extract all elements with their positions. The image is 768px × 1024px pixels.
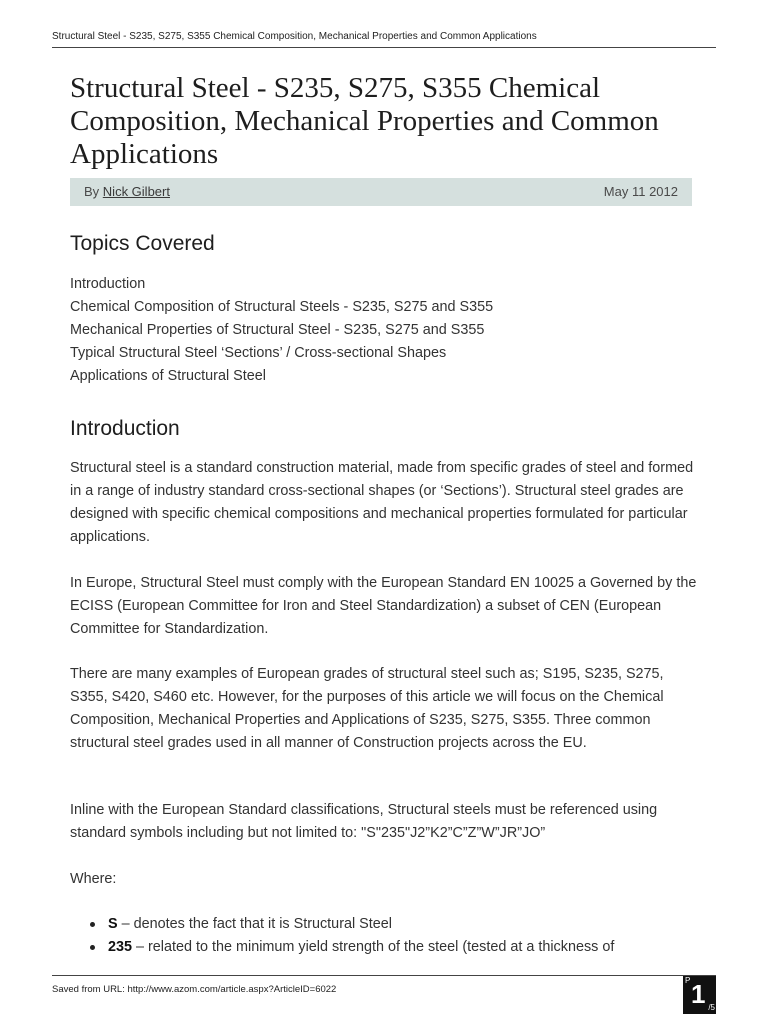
intro-paragraph: There are many examples of European grades of structural steel such as; S195, S235, S275, S355, S420, S460 etc. However, for the purposes of this article we will focus on the Chemical Composition, Mechanical Properties and Applications of S235, S275, S355. Three common structural steel grades used in all manner of Construction projects across the EU. bbox=[70, 666, 664, 751]
publish-date: May 11 2012 bbox=[603, 184, 678, 199]
page-label: P bbox=[685, 976, 691, 985]
topic-item[interactable]: Introduction bbox=[70, 276, 146, 292]
author-link[interactable]: Nick Gilbert bbox=[102, 184, 170, 199]
topic-item[interactable]: Applications of Structural Steel bbox=[70, 368, 266, 384]
byline-bar bbox=[70, 178, 692, 206]
symbol-description: – related to the minimum yield strength of the steel (tested at a thickness of bbox=[132, 939, 615, 955]
byline bbox=[84, 184, 170, 199]
page-total: /5 bbox=[708, 1003, 715, 1012]
intro-paragraph: In Europe, Structural Steel must comply with the European Standard EN 10025 a Governed by the ECISS (European Committee for Iron and Steel Standardization) a subset of CEN (European Committee for Standardization. bbox=[70, 575, 697, 637]
header-divider bbox=[52, 47, 716, 48]
symbol-definition-list bbox=[90, 913, 700, 959]
topics-heading: Topics Covered bbox=[70, 232, 215, 255]
intro-paragraph: Inline with the European Standard classifications, Structural steels must be referenced using standard symbols including but not limited to: "S"235"J2”K2”C”Z”W”JR”JO” bbox=[70, 802, 658, 841]
symbol-term: S bbox=[108, 916, 118, 932]
bullet-icon bbox=[90, 945, 95, 950]
page-number-badge bbox=[683, 976, 716, 1014]
footer-divider bbox=[52, 975, 716, 976]
introduction-heading: Introduction bbox=[70, 417, 180, 440]
symbol-description: – denotes the fact that it is Structural Steel bbox=[117, 916, 392, 932]
topic-item[interactable]: Mechanical Properties of Structural Steel - S235, S275 and S355 bbox=[70, 322, 485, 338]
list-item bbox=[90, 936, 700, 959]
intro-paragraph: Structural steel is a standard construction material, made from specific grades of steel and formed in a range of industry standard cross-sectional shapes (or ‘Sections’). Structural steel grades are designed with specific chemical compositions and mechanical properties formulated for particular applications. bbox=[70, 460, 694, 545]
byline-prefix: By bbox=[84, 184, 100, 199]
saved-from-url: Saved from URL: http://www.azom.com/article.aspx?ArticleID=6022 bbox=[52, 984, 337, 995]
article-title: Structural Steel - S235, S275, S355 Chemical Composition, Mechanical Properties and Common Applications bbox=[70, 72, 659, 170]
bullet-icon bbox=[90, 922, 95, 927]
topics-list bbox=[70, 273, 700, 388]
page-number: 1 bbox=[691, 979, 706, 1009]
list-item bbox=[90, 913, 700, 936]
topic-item[interactable]: Chemical Composition of Structural Steels - S235, S275 and S355 bbox=[70, 299, 494, 315]
topic-item[interactable]: Typical Structural Steel ‘Sections’ / Cross-sectional Shapes bbox=[70, 345, 447, 361]
symbol-term: 235 bbox=[108, 939, 133, 955]
running-header: Structural Steel - S235, S275, S355 Chemical Composition, Mechanical Properties and Common Applications bbox=[52, 31, 537, 42]
intro-paragraph: Where: bbox=[70, 871, 117, 887]
